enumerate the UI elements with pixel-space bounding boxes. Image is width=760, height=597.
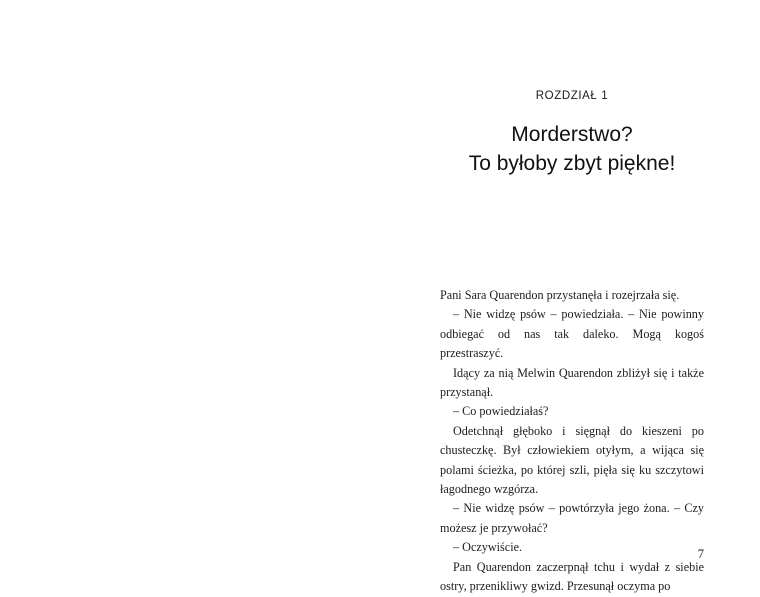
paragraph: – Co powiedziałaś? <box>453 404 549 419</box>
right-page <box>380 0 760 594</box>
paragraph: Idący za nią Melwin Quarendon zbliżył się i także przystanął. <box>440 365 704 400</box>
page-number: 7 <box>697 547 704 561</box>
paragraph: – Nie widzę psów – powiedziała. – Nie powinny odbiegać od nas tak daleko. Mogą kogoś przestraszyć. <box>440 307 704 361</box>
paragraph: – Oczywiście. <box>453 540 523 555</box>
chapter-title <box>420 120 724 178</box>
paragraph: Odetchnął głęboko i sięgnął do kieszeni po chusteczkę. Był człowiekiem otyłym, a wijąca się polami ścieżka, po której szli, pięła się ku szczytowi łagodnego wzgórza. <box>440 423 704 497</box>
paragraph: Pan Quarendon zaczerpnął tchu i wydał z siebie ostry, przenikliwy gwizd. Przesunął oczyma po <box>440 559 704 594</box>
left-page-blank <box>0 0 380 594</box>
paragraph: – Nie widzę psów – powtórzyła jego żona. – Czy możesz je przywołać? <box>440 501 704 535</box>
chapter-label: ROZDZIAŁ 1 <box>535 90 609 102</box>
chapter-title-line-1: Morderstwo? <box>511 123 633 146</box>
body-text <box>440 286 704 597</box>
chapter-title-line-2: To byłoby zbyt piękne! <box>468 152 676 175</box>
paragraph: Pani Sara Quarendon przystanęła i rozejrzała się. <box>440 288 680 302</box>
